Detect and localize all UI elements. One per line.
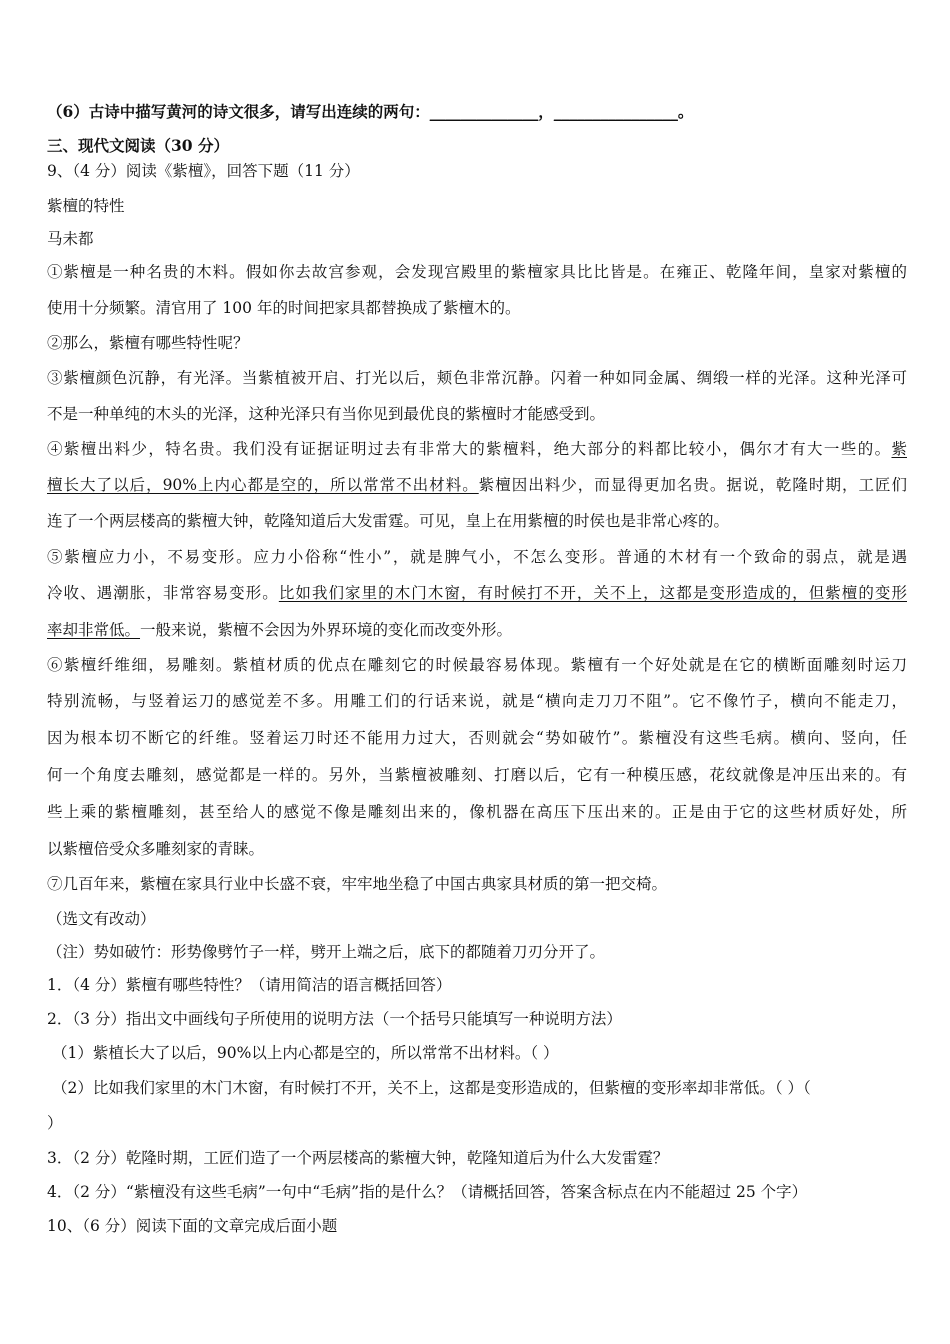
article-author: 马未都 — [47, 230, 94, 248]
paragraph-1-line-1: ①紫檀是一种名贵的木料。假如你去故宫参观，会发现宫殿里的紫檀家具比比皆是。在雍正、乾隆年间，皇家对紫檀的 — [47, 263, 907, 281]
paragraph-6-line-1: ⑥紫檀纤维细，易雕刻。紫植材质的优点在雕刻它的时候最容易体现。紫檀有一个好处就是在它的横断面雕刻时运刀 — [47, 656, 907, 674]
paragraph-4-text: ④紫檀出料少，特名贵。我们没有证据证明过去有非常大的紫檀料，绝大部分的料都比较小，偶尔才有大一些的。 — [47, 440, 892, 458]
article-title: 紫檀的特性 — [47, 197, 125, 215]
paragraph-4-text-2: 紫檀因出料少，而显得更加名贵。据说，乾隆时期，工匠们 — [478, 476, 907, 494]
paragraph-5-text-2: 一般来说，紫檀不会因为外界环境的变化而改变外形。 — [140, 621, 513, 639]
underlined-sentence-1-start: 紫 — [891, 440, 907, 458]
paragraph-6-line-2: 特别流畅，与竖着运刀的感觉差不多。用雕工们的行话来说，就是“横向走刀刀不阻”。它不像竹子，横向不能走刀， — [47, 692, 907, 710]
annotation-note: （注）势如破竹：形势像劈竹子一样，劈开上端之后，底下的都随着刀刃分开了。 — [47, 943, 606, 961]
paragraph-4-line-1 — [47, 439, 907, 459]
paragraph-1-line-2: 使用十分频繁。清官用了 100 年的时间把家具都替换成了紫檀木的。 — [47, 299, 521, 317]
answer-blank-2: ________________ — [553, 102, 678, 121]
question-3: 3．（2 分）乾隆时期，工匠们造了一个两层楼高的紫檀大钟，乾隆知道后为什么大发雷霆？ — [47, 1149, 669, 1167]
paragraph-6-line-5: 些上乘的紫檀雕刻，甚至给人的感觉不像是雕刻出来的，像机器在高压下压出来的。正是由于它的这些材质好处，所 — [47, 803, 907, 821]
paragraph-6-line-6: 以紫檀倍受众多雕刻家的青睐。 — [47, 840, 265, 858]
paragraph-5-line-3 — [47, 620, 907, 640]
underlined-sentence-2-end: 率却非常低。 — [47, 621, 141, 639]
paragraph-5-line-1: ⑤紫檀应力小，不易变形。应力小俗称“性小”，就是脾气小，不怎么变形。普通的木材有一个致命的弱点，就是遇 — [47, 548, 907, 566]
question-6-prompt: （6）古诗中描写黄河的诗文很多，请写出连续的两句： — [47, 102, 430, 121]
question-9-heading: 9、（4 分）阅读《紫檀》，回答下题（11 分） — [47, 162, 360, 180]
question-2-part-2-end: ） — [47, 1114, 63, 1132]
question-2-part-2: （2）比如我们家里的木门木窗，有时候打不开，关不上，这都是变形造成的，但紫檀的变形率却非常低。（ ）（ — [52, 1079, 811, 1097]
period: 。 — [677, 102, 694, 121]
question-4: 4．（2 分）“紫檀没有这些毛病”一句中“毛病”指的是什么？（请概括回答，答案含标点在内不能超过 25 个字） — [47, 1183, 808, 1201]
question-2-part-1: （1）紫植长大了以后，90%以上内心都是空的，所以常常不出材料。（ ） — [52, 1044, 559, 1062]
section-3-heading: 三、现代文阅读（30 分） — [47, 136, 229, 155]
paragraph-2: ②那么，紫檀有哪些特性呢？ — [47, 334, 249, 352]
paragraph-4-line-3: 连了一个两层楼高的紫檀大钟，乾隆知道后大发雷霆。可见，皇上在用紫檀的时侯也是非常心疼的。 — [47, 512, 730, 530]
paragraph-3-line-1: ③紫檀颜色沉静，有光泽。当紫植被开启、打光以后，颊色非常沉静。闪着一种如同金属、绸缎一样的光泽。这种光泽可 — [47, 369, 907, 387]
question-2: 2．（3 分）指出文中画线句子所使用的说明方法（一个括号只能填写一种说明方法） — [47, 1010, 622, 1028]
answer-blank-1: ______________ — [429, 102, 539, 121]
paragraph-6-line-3: 因为根本切不断它的纤维。竖着运刀时还不能用力过大，否则就会“势如破竹”。紫檀没有这些毛病。横向、竖向，任 — [47, 729, 907, 747]
paragraph-5-text: 冷收、遇潮胀，非常容易变形。 — [47, 584, 279, 602]
paragraph-6-line-4: 何一个角度去雕刻，感觉都是一样的。另外，当紫檀被雕刻、打磨以后，它有一种模压感，花纹就像是冲压出来的。有 — [47, 766, 907, 784]
edit-note: （选文有改动） — [47, 910, 156, 928]
underlined-sentence-1: 檀长大了以后，90%上内心都是空的，所以常常不出材料。 — [47, 476, 479, 494]
question-6-line — [47, 102, 907, 122]
paragraph-3-line-2: 不是一种单纯的木头的光泽，这种光泽只有当你见到最优良的紫檀时才能感受到。 — [47, 405, 606, 423]
paragraph-7: ⑦几百年来，紫檀在家具行业中长盛不衰，牢牢地坐稳了中国古典家具材质的第一把交椅。 — [47, 875, 668, 893]
question-10-heading: 10、（6 分）阅读下面的文章完成后面小题 — [47, 1217, 338, 1235]
comma: ， — [538, 102, 554, 121]
underlined-sentence-2: 比如我们家里的木门木窗，有时候打不开，关不上，这都是变形造成的，但紫檀的变形 — [278, 584, 907, 602]
question-1: 1．（4 分）紫檀有哪些特性？（请用简洁的语言概括回答） — [47, 976, 452, 994]
paragraph-5-line-2 — [47, 583, 907, 603]
paragraph-4-line-2 — [47, 475, 907, 495]
